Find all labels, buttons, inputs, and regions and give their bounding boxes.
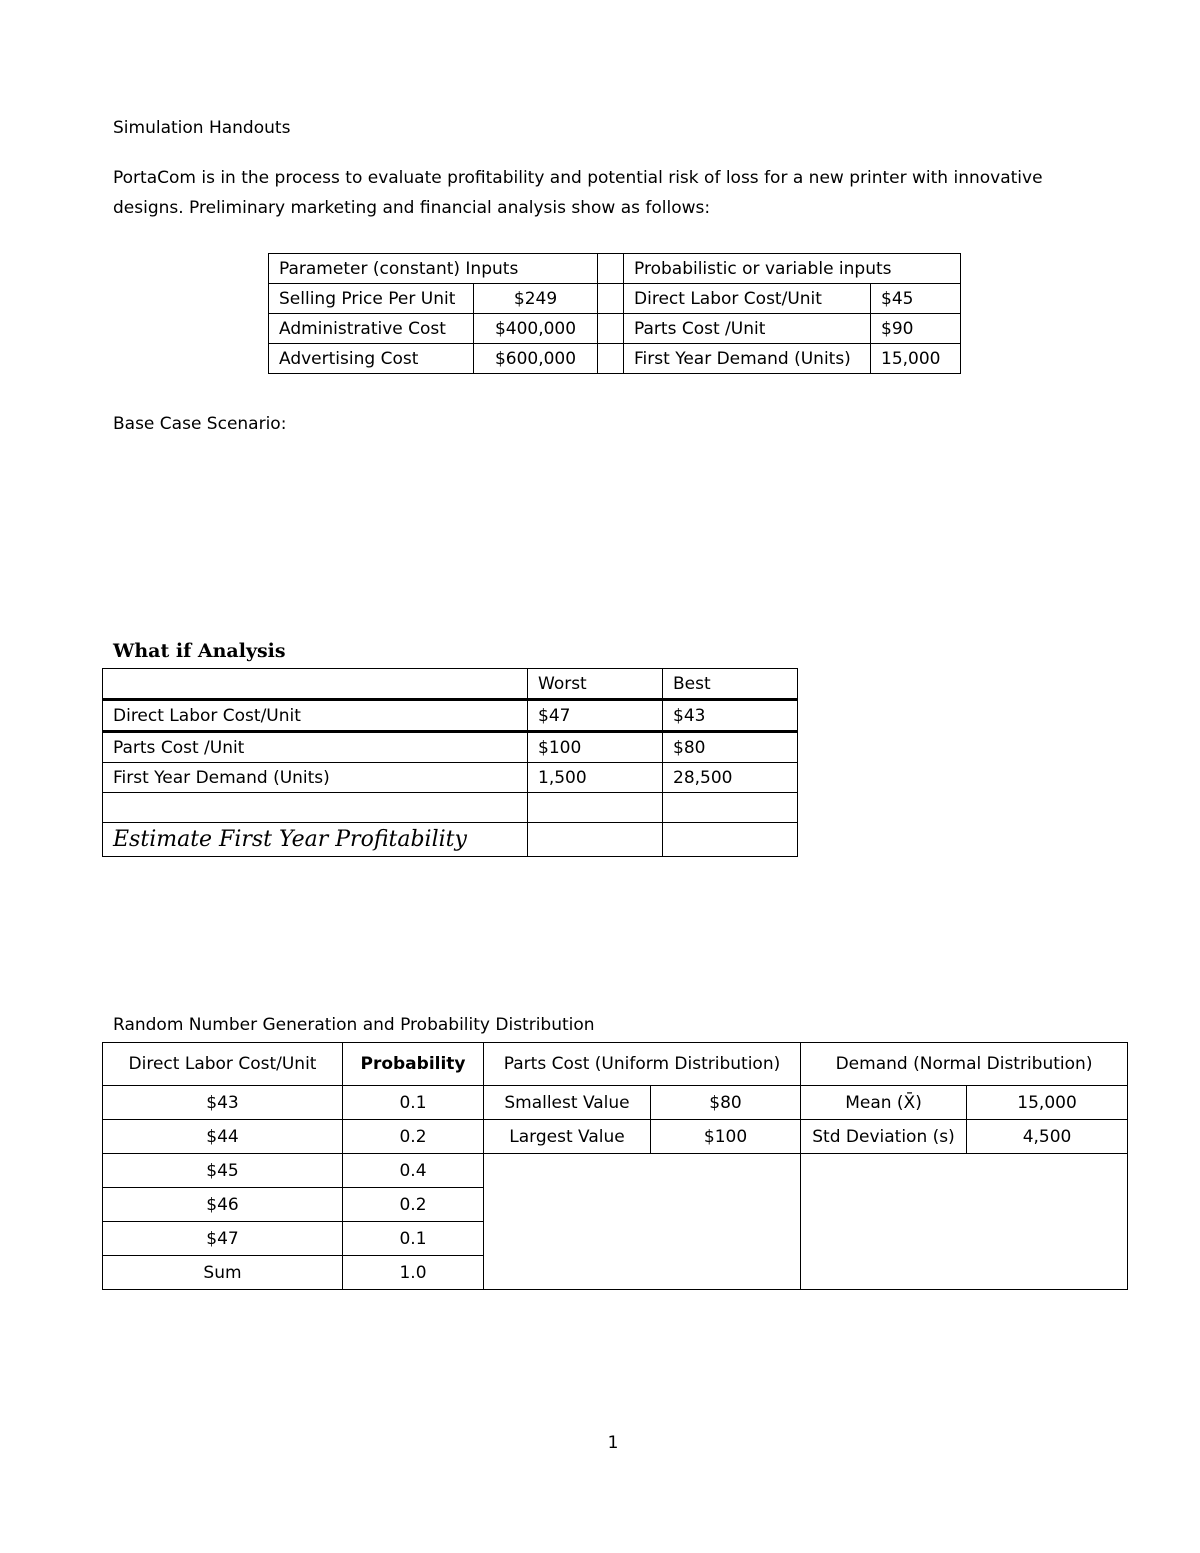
page-number: 1 [607,1433,619,1453]
whatif-header-row [103,669,798,700]
table-row [103,1120,1128,1154]
table-row [269,314,961,344]
param-value: $600,000 [474,344,598,374]
row-label: First Year Demand (Units) [103,763,528,793]
param-label: Administrative Cost [269,314,474,344]
header-demand: Demand (Normal Distribution) [801,1043,1128,1086]
empty-cell [103,793,528,823]
best-value: $80 [663,732,798,763]
labor-sum-value: 1.0 [343,1256,484,1290]
demand-empty-area [801,1154,1128,1290]
param-header: Parameter (constant) Inputs [269,254,598,284]
gap-cell [598,314,624,344]
header-parts: Parts Cost (Uniform Distribution) [484,1043,801,1086]
param-label: Selling Price Per Unit [269,284,474,314]
worst-value: $47 [528,700,663,732]
variable-value: $45 [871,284,961,314]
intro-line-2: designs. Preliminary marketing and financial analysis show as follows: [113,198,711,218]
table-row [103,1154,1128,1188]
demand-mean-label: Mean (X̄) [801,1086,967,1120]
empty-cell [528,823,663,857]
demand-sd-label: Std Deviation (s) [801,1120,967,1154]
inputs-header-row [269,254,961,284]
labor-prob: 0.1 [343,1086,484,1120]
parts-largest-label: Largest Value [484,1120,651,1154]
best-value: $43 [663,700,798,732]
empty-cell [528,793,663,823]
parts-smallest-label: Smallest Value [484,1086,651,1120]
intro-line-1: PortaCom is in the process to evaluate profitability and potential risk of loss for a new printer with innovative [113,168,1043,188]
labor-cost: $46 [103,1188,343,1222]
labor-cost: $47 [103,1222,343,1256]
param-value: $400,000 [474,314,598,344]
col-worst: Worst [528,669,663,700]
param-value: $249 [474,284,598,314]
whatif-heading: What if Analysis [113,640,286,662]
worst-value: $100 [528,732,663,763]
parts-empty-area [484,1154,801,1290]
table-row [269,344,961,374]
variable-value: $90 [871,314,961,344]
table-row [103,793,798,823]
estimate-label: Estimate First Year Profitability [103,823,528,857]
labor-prob: 0.1 [343,1222,484,1256]
demand-mean-value: 15,000 [967,1086,1128,1120]
header-probability: Probability [343,1043,484,1086]
gap-cell [598,254,624,284]
worst-value: 1,500 [528,763,663,793]
random-table [102,1042,1128,1290]
gap-cell [598,284,624,314]
table-row [103,1086,1128,1120]
row-label: Parts Cost /Unit [103,732,528,763]
base-case-label: Base Case Scenario: [113,414,287,434]
variable-value: 15,000 [871,344,961,374]
whatif-table [102,668,798,857]
parts-smallest-value: $80 [651,1086,801,1120]
prob-header: Probabilistic or variable inputs [624,254,961,284]
inputs-table [268,253,961,374]
labor-prob: 0.2 [343,1188,484,1222]
col-best: Best [663,669,798,700]
demand-sd-value: 4,500 [967,1120,1128,1154]
random-heading: Random Number Generation and Probability Distribution [113,1015,595,1035]
labor-cost: $44 [103,1120,343,1154]
table-row [103,732,798,763]
variable-label: Direct Labor Cost/Unit [624,284,871,314]
labor-sum-label: Sum [103,1256,343,1290]
header-labor: Direct Labor Cost/Unit [103,1043,343,1086]
empty-cell [663,823,798,857]
variable-label: First Year Demand (Units) [624,344,871,374]
labor-cost: $45 [103,1154,343,1188]
row-label: Direct Labor Cost/Unit [103,700,528,732]
best-value: 28,500 [663,763,798,793]
labor-cost: $43 [103,1086,343,1120]
labor-prob: 0.4 [343,1154,484,1188]
empty-cell [663,793,798,823]
table-row [103,823,798,857]
labor-prob: 0.2 [343,1120,484,1154]
random-header-row [103,1043,1128,1086]
param-label: Advertising Cost [269,344,474,374]
table-row [103,763,798,793]
table-row [103,700,798,732]
variable-label: Parts Cost /Unit [624,314,871,344]
table-row [269,284,961,314]
gap-cell [598,344,624,374]
empty-cell [103,669,528,700]
parts-largest-value: $100 [651,1120,801,1154]
document-title: Simulation Handouts [113,118,291,138]
